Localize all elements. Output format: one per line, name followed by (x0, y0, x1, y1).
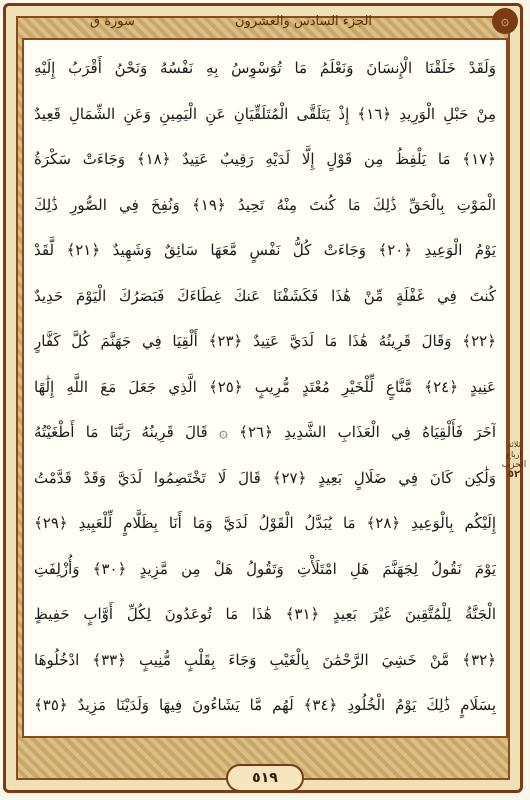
juz-title: الجزء السادس والعشرون (235, 14, 373, 29)
hizb-quarter-label: ثلاثة أرباع (506, 440, 522, 459)
verse-line: كُنتَ فِي غَفْلَةٍ مِّنْ هَٰذَا فَكَشَفْنَا عَنكَ غِطَاءَكَ فَبَصَرُكَ الْيَوْمَ حَدِيدٌ (34, 286, 496, 305)
page-header (0, 12, 530, 38)
verse-line: الْمَوْتِ بِالْحَقِّ ذَٰلِكَ مَا كُنتَ مِنْهُ تَحِيدُ ﴿١٩﴾ وَنُفِخَ فِي الصُّورِ ذَٰلِكَ (34, 195, 496, 214)
hizb-number: ٥٢ (507, 469, 521, 480)
verse-line: ﴿٣٢﴾ مَّنْ خَشِيَ الرَّحْمَٰنَ بِالْغَيْبِ وَجَاءَ بِقَلْبٍ مُّنِيبٍ ﴿٣٣﴾ ادْخُلُوهَا (34, 650, 496, 669)
verse-line: إِلَيْكُم بِالْوَعِيدِ ﴿٢٨﴾ مَا يُبَدَّلُ الْقَوْلُ لَدَيَّ وَمَا أَنَا بِظَلَّامٍ لِّلْعَبِيدِ ﴿٢٩﴾ (34, 514, 496, 532)
surah-title: سورة ق (90, 14, 135, 29)
verse-line: يَوْمُ الْوَعِيدِ ﴿٢٠﴾ وَجَاءَتْ كُلُّ نَفْسٍ مَّعَهَا سَائِقٌ وَشَهِيدٌ ﴿٢١﴾ لَّقَدْ (34, 241, 496, 259)
verse-line: بِسَلَامٍ ذَٰلِكَ يَوْمُ الْخُلُودِ ﴿٣٤﴾ لَهُم مَّا يَشَاءُونَ فِيهَا وَلَدَيْنَا مَزِيدٌ ﴿٣٥﴾ (34, 696, 496, 714)
verse-line: آخَرَ فَأَلْقِيَاهُ فِي الْعَذَابِ الشَّدِيدِ ﴿٢٦﴾ ۞ قَالَ قَرِينُهُ رَبَّنَا مَا أَطْغَيْتُهُ (34, 423, 496, 441)
corner-ornament-icon: ۞ (492, 8, 518, 34)
verse-line: ﴿١٧﴾ مَا يَلْفِظُ مِن قَوْلٍ إِلَّا لَدَيْهِ رَقِيبٌ عَتِيدٌ ﴿١٨﴾ وَجَاءَتْ سَكْرَةُ (34, 150, 496, 168)
hizb-label: الحزب (501, 460, 527, 470)
verse-lines (34, 46, 496, 729)
verse-line: مِنْ حَبْلِ الْوَرِيدِ ﴿١٦﴾ إِذْ يَتَلَقَّى الْمُتَلَقِّيَانِ عَنِ الْيَمِينِ وَعَنِ الشِّمَالِ قَعِيدٌ (34, 104, 496, 123)
verse-line: يَوْمَ نَقُولُ لِجَهَنَّمَ هَلِ امْتَلَأْتِ وَتَقُولُ هَلْ مِن مَّزِيدٍ ﴿٣٠﴾ وَأُزْلِفَتِ (34, 559, 496, 578)
verse-line: وَلَقَدْ خَلَقْنَا الْإِنسَانَ وَنَعْلَمُ مَا تُوَسْوِسُ بِهِ نَفْسُهُ وَنَحْنُ أَقْرَبُ إِلَيْهِ (34, 59, 496, 77)
verse-line: عَنِيدٍ ﴿٢٤﴾ مَّنَّاعٍ لِّلْخَيْرِ مُعْتَدٍ مُّرِيبٍ ﴿٢٥﴾ الَّذِي جَعَلَ مَعَ اللَّهِ إِلَٰهًا (34, 377, 496, 396)
verse-line: الْجَنَّةُ لِلْمُتَّقِينَ غَيْرَ بَعِيدٍ ﴿٣١﴾ هَٰذَا مَا تُوعَدُونَ لِكُلِّ أَوَّابٍ حَفِيظٍ (34, 605, 496, 623)
hizb-marker (499, 440, 529, 480)
verse-line: وَلَٰكِن كَانَ فِي ضَلَالٍ بَعِيدٍ ﴿٢٧﴾ قَالَ لَا تَخْتَصِمُوا لَدَيَّ وَقَدْ قَدَّمْتُ (34, 468, 496, 487)
verse-line: ﴿٢٢﴾ وَقَالَ قَرِينُهُ هَٰذَا مَا لَدَيَّ عَتِيدٌ ﴿٢٣﴾ أَلْقِيَا فِي جَهَنَّمَ كُلَّ كَفَّارٍ (34, 332, 496, 350)
page-number: ٥١٩ (226, 764, 304, 792)
